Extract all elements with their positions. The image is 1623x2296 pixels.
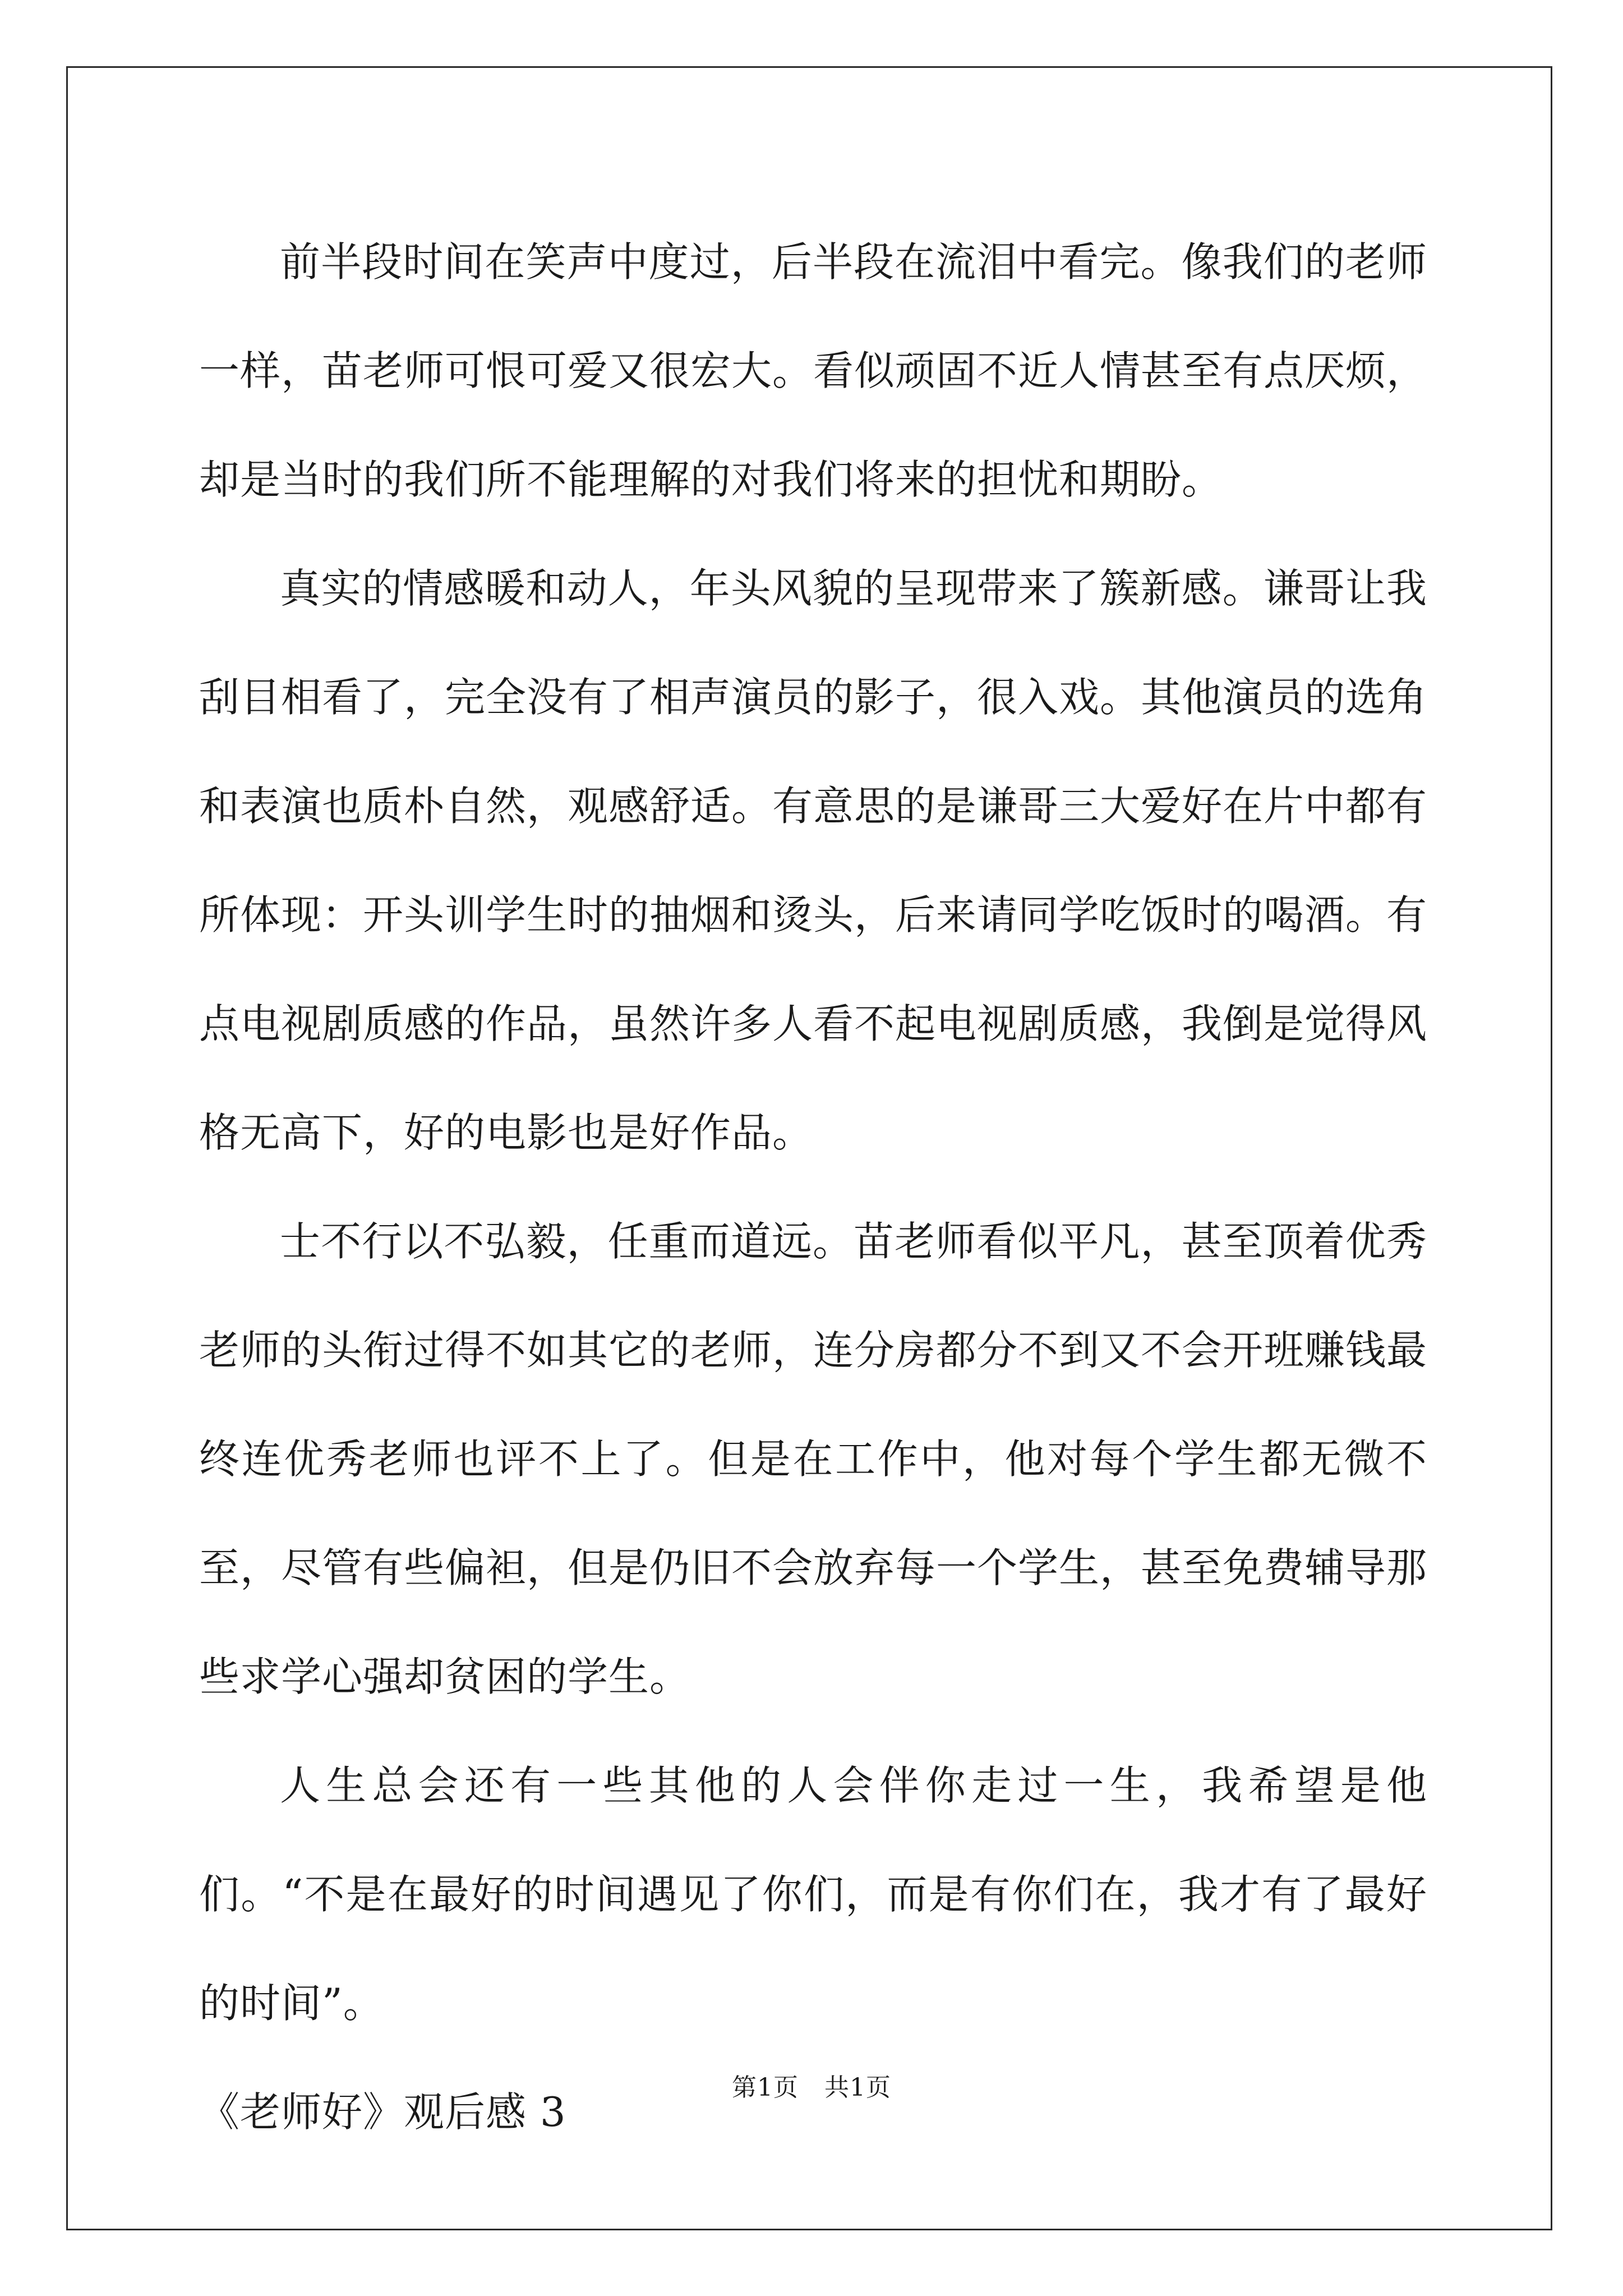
paragraph-3: 士不行以不弘毅，任重而道远。苗老师看似平凡，甚至顶着优秀老师的头衔过得不如其它的老师，连分房都分不到又不会开班赚钱最终连优秀老师也评不上了。但是在工作中，他对每个学生都无微不至，尽管有些偏袒，但是仍旧不会放弃每一个学生，甚至免费辅导那些求学心强却贫困的学生。 — [199, 1218, 1428, 1700]
section-heading: 《老师好》观后感 3 — [199, 2088, 566, 2136]
paragraph-1: 前半段时间在笑声中度过，后半段在流泪中看完。像我们的老师一样，苗老师可恨可爱又很宏大。看似顽固不近人情甚至有点厌烦，却是当时的我们所不能理解的对我们将来的担忧和期盼。 — [199, 238, 1428, 503]
page-number-total: 共1页 — [824, 2073, 891, 2102]
document-body — [199, 208, 1427, 2166]
page-number-current: 第1页 — [732, 2073, 799, 2102]
paragraph-4: 人生总会还有一些其他的人会伴你走过一生，我希望是他们。“不是在最好的时间遇见了你们，而是有你们在，我才有了最好的时间”。 — [199, 1762, 1427, 2027]
page-footer — [0, 2067, 1623, 2103]
paragraph-2: 真实的情感暖和动人，年头风貌的呈现带来了簇新感。谦哥让我刮目相看了，完全没有了相声演员的影子，很入戏。其他演员的选角和表演也质朴自然，观感舒适。有意思的是谦哥三大爱好在片中都有所体现：开头训学生时的抽烟和烫头，后来请同学吃饭时的喝酒。有点电视剧质感的作品，虽然许多人看不起电视剧质感，我倒是觉得风格无高下，好的电影也是好作品。 — [199, 565, 1428, 1156]
